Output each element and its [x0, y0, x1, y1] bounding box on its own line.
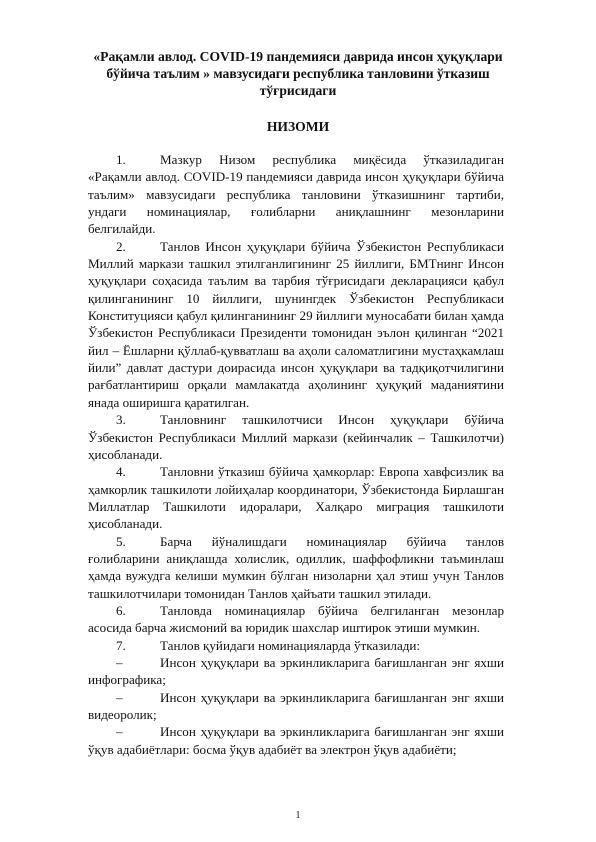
- paragraph-7: [88, 637, 504, 654]
- document-body: [88, 151, 504, 758]
- paragraph-number: 1.: [116, 152, 126, 167]
- paragraph-2: [88, 238, 504, 411]
- paragraph-text: Танловнинг ташкилотчиси Инсон ҳуқуқлари бўйича Ўзбекистон Республикаси Миллий маркази (кейинчалик – Ташкилотчи) ҳисобланади.: [88, 412, 504, 462]
- paragraph-text: Мазкур Низом республика миқёсида ўтказиладиган «Рақамли авлод. COVID-19 пандемияси даврида инсон ҳуқуқлари бўйича таълим» мавзусидаги республика танловини ўтказишнинг тартиби, ундаги номинациялар, ғолибларни аниқлашнинг мезонларини белгилайди.: [88, 152, 504, 237]
- list-item-literature: [88, 723, 504, 758]
- paragraph-number: 7.: [116, 637, 126, 653]
- paragraph-text: Барча йўналишдаги номинациялар бўйича танлов ғолибларини аниқлашда холислик, одиллик, шаффофликни таъминлаш ҳамда вужудга келиши мумкин бўлган низоларни ҳал этиш учун Танлов ташкилотчилари томонидан Танлов ҳайъати ташкил этилади.: [88, 533, 504, 601]
- document-title: «Рақамли авлод. COVID-19 пандемияси даврида инсон ҳуқуқлари бўйича таълим » мавзусидаги республика танловини ўтказиш тўғрисидаги: [93, 49, 503, 99]
- paragraph-number: 4.: [116, 464, 126, 480]
- paragraph-6: [88, 602, 504, 637]
- list-item-text: Инсон ҳуқуқлари ва эркинликларига бағишланган энг яхши ўқув адабиётлари: босма ўқув адабиёт ва электрон ўқув адабиёти;: [88, 724, 504, 757]
- list-item-infographic: [88, 654, 504, 689]
- paragraph-1: [88, 151, 504, 238]
- list-item-text: Инсон ҳуқуқлари ва эркинликларига бағишланган энг яхши инфографика;: [88, 654, 504, 688]
- list-item-video: [88, 689, 504, 724]
- page-number: 1: [295, 810, 301, 821]
- list-dash: –: [116, 724, 123, 740]
- paragraph-text: Танловни ўтказиш бўйича ҳамкорлар: Европа хавфсизлик ва ҳамкорлик ташкилоти лойиҳалар координатори, Ўзбекистонда Бирлашган Миллатлар Ташкилоти идоралари, Халқаро миграция ташкилоти ҳисобланади.: [88, 464, 504, 532]
- paragraph-3: [88, 411, 504, 463]
- paragraph-number: 6.: [116, 602, 126, 618]
- paragraph-number: 2.: [116, 238, 126, 254]
- list-item-text: Инсон ҳуқуқлари ва эркинликларига бағишланган энг яхши видеоролик;: [88, 689, 504, 722]
- document-subtitle: НИЗОМИ: [266, 119, 330, 134]
- paragraph-number: 3.: [116, 412, 126, 428]
- paragraph-4: [88, 463, 504, 532]
- paragraph-text: Танлов Инсон ҳуқуқлари бўйича Ўзбекистон Республикаси Миллий маркази ташкил этилганлигининг 25 йиллиги, БМТнинг Инсон ҳуқуқлари соҳасида таълим ва тарбия тўғрисидаги декларацияси қабул қилинганининг 10 йиллиги, шунингдек Ўзбекистон Республикаси Конституцияси қабул қилинганининг 29 йиллиги муносабати билан ҳамда Ўзбекистон Республикаси Президенти томонидан эълон қилинган “2021 йил – Ёшларни қўллаб-қувватлаш ва аҳоли саломатлигини мустаҳкамлаш йили” давлат дастури доирасида инсон ҳуқуқлари ва тадқиқотчилигини рағбатлантириш орқали мамлакатда аҳолининг ҳуқуқий маданиятини янада оширишга қаратилган.: [88, 238, 504, 410]
- paragraph-5: [88, 533, 504, 602]
- paragraph-text: Танлов қуйидаги номинацияларда ўтказилади:: [160, 637, 421, 653]
- list-dash: –: [116, 654, 123, 670]
- paragraph-number: 5.: [116, 533, 126, 549]
- paragraph-text: Танловда номинациялар бўйича белгиланган мезонлар асосида барча жисмоний ва юридик шахслар иштирок этиши мумкин.: [88, 602, 504, 636]
- list-dash: –: [116, 689, 123, 705]
